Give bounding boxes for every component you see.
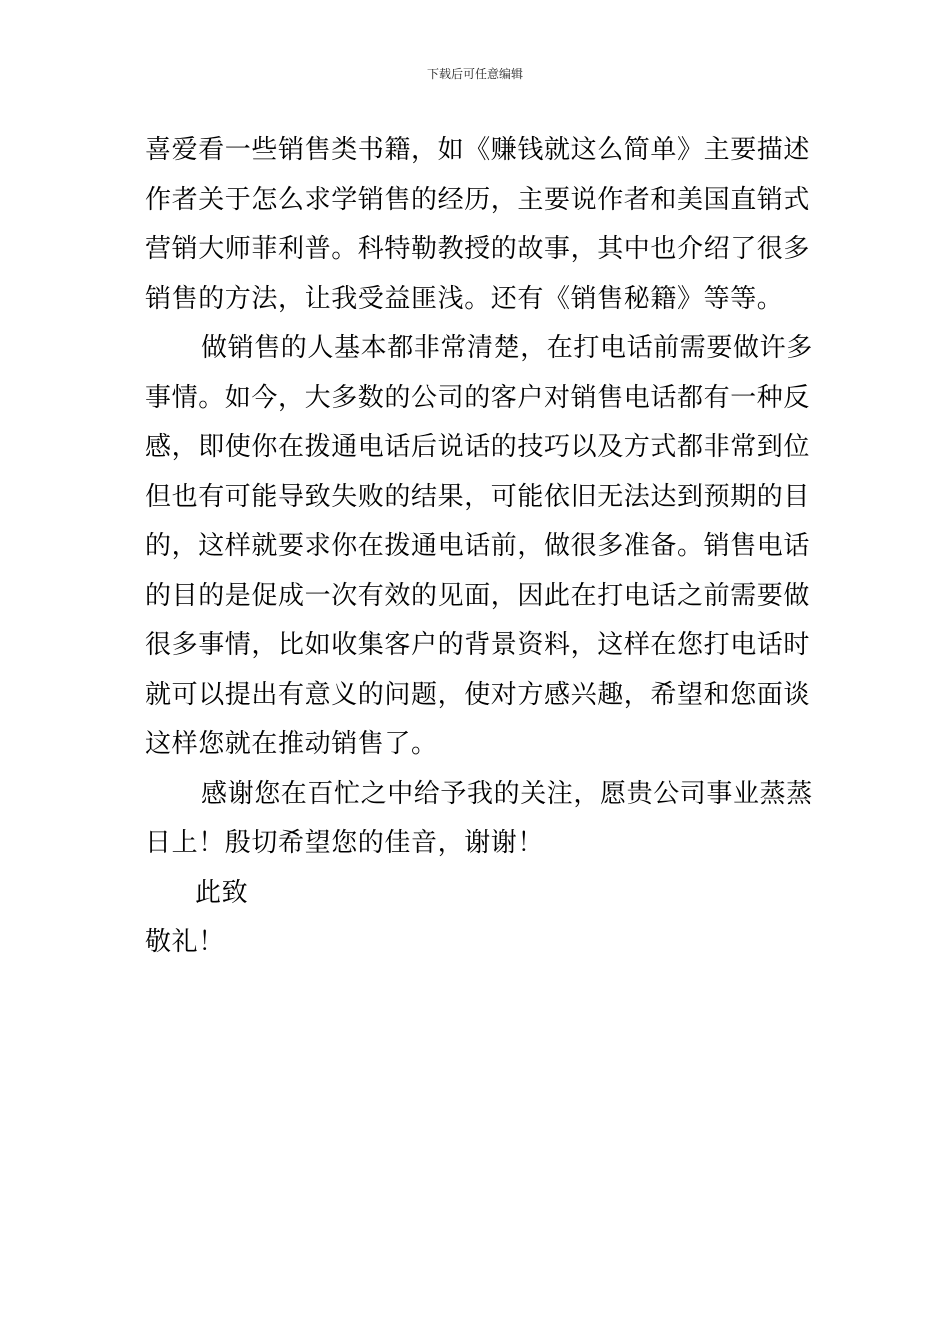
text-line: 营销大师菲利普。科特勒教授的故事，其中也介绍了很多 [145,234,811,264]
text-line: 的，这样就要求你在拨通电话前，做很多准备。销售电话 [145,531,811,561]
text-line: 很多事情，比如收集客户的背景资料，这样在您打电话时 [145,630,811,660]
closing-salutation: 此致 [195,877,249,908]
text-line: 作者关于怎么求学销售的经历，主要说作者和美国直销式 [145,184,811,215]
paragraph-thanks [145,770,813,869]
text-line: 就可以提出有意义的问题，使对方感兴趣，希望和您面谈 [145,679,811,710]
text-line: 的目的是促成一次有效的见面，因此在打电话之前需要做 [145,580,811,611]
text-line: 感谢您在百忙之中给予我的关注，愿贵公司事业蒸蒸 [201,778,813,809]
text-line: 销售的方法，让我受益匪浅。还有《销售秘籍》等等。 [145,283,784,314]
paragraph-reading [145,126,811,324]
document-body [145,126,813,968]
paragraph-sales-calls [145,324,813,770]
text-line: 事情。如今，大多数的公司的客户对销售电话都有一种反 [145,382,811,413]
text-line: 喜爱看一些销售类书籍，如《赚钱就这么简单》主要描述 [145,135,811,165]
text-line: 但也有可能导致失败的结果，可能依旧无法达到预期的目 [145,481,811,512]
closing-regards: 敬礼！ [145,927,225,957]
text-line: 日上！殷切希望您的佳音，谢谢！ [145,828,545,858]
closing-block [145,869,807,968]
text-line: 做销售的人基本都非常清楚，在打电话前需要做许多 [201,333,813,363]
page-header: 下载后可任意编辑 [426,67,523,81]
text-line: 感，即使你在拨通电话后说话的技巧以及方式都非常到位 [145,432,811,462]
text-line: 这样您就在推动销售了。 [145,729,438,759]
